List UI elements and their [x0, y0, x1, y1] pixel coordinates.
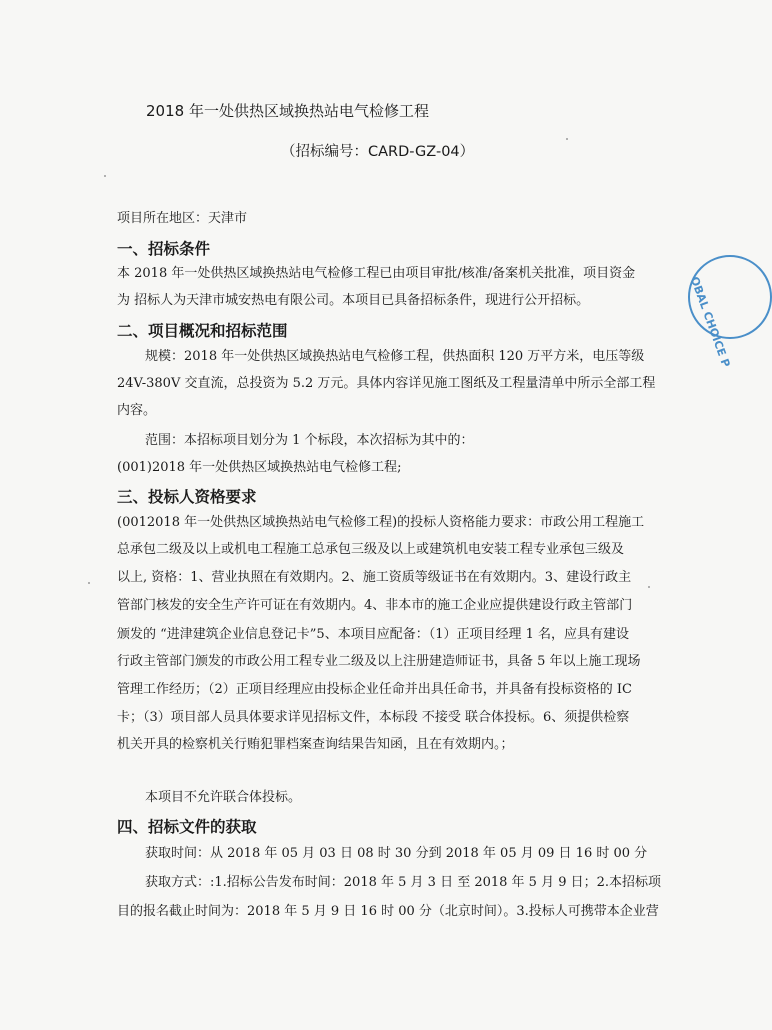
- stamp-text: OBAL CHOICE P: [687, 275, 733, 369]
- paragraph-line: (001)2018 年一处供热区域换热站电气检修工程;: [117, 460, 402, 475]
- paragraph-line: 本项目不允许联合体投标。: [145, 790, 302, 805]
- paragraph-line: 以上, 资格：1、营业执照在有效期内。2、施工资质等级证书在有效期内。3、建设行政主: [117, 570, 632, 585]
- paragraph-line: 获取方式：:1.招标公告发布时间：2018 年 5 月 3 日 至 2018 年 5 月 9 日；2.本招标项: [145, 875, 662, 890]
- paragraph-line: 行政主管部门颁发的市政公用工程专业二级及以上注册建造师证书，具备 5 年以上施工现场: [117, 654, 641, 669]
- paragraph-line: 本 2018 年一处供热区域换热站电气检修工程已由项目审批/核准/备案机关批准，项目资金: [117, 266, 636, 281]
- paragraph-line: 范围：本招标项目划分为 1 个标段，本次招标为其中的：: [145, 433, 474, 448]
- paragraph-line: 总承包二级及以上或机电工程施工总承包三级及以上或建筑机电安装工程专业承包三级及: [117, 542, 625, 557]
- section-heading-project-overview: 二、项目概况和招标范围: [117, 322, 288, 340]
- scan-speck: [88, 582, 90, 584]
- paragraph-line: (0012018 年一处供热区域换热站电气检修工程)的投标人资格能力要求：市政公用工程施工: [117, 515, 645, 530]
- paragraph-line: 内容。: [117, 403, 157, 418]
- scan-speck: [648, 586, 650, 588]
- tender-number: （招标编号：CARD-GZ-04）: [281, 144, 475, 160]
- paragraph-line: 规模：2018 年一处供热区域换热站电气检修工程，供热面积 120 万平方米，电压等级: [145, 349, 645, 364]
- paragraph-line: 颁发的 “进津建筑企业信息登记卡”5、本项目应配备：（1）正项目经理 1 名，应具有建设: [117, 627, 630, 642]
- section-heading-tender-conditions: 一、招标条件: [117, 240, 211, 258]
- paragraph-line: 目的报名截止时间为：2018 年 5 月 9 日 16 时 00 分（北京时间）。3.投标人可携带本企业营: [117, 904, 659, 919]
- paragraph-line: 管理工作经历；（2）正项目经理应由投标企业任命并出具任命书，并具备有投标资格的 IC: [117, 682, 632, 697]
- document-title: 2018 年一处供热区域换热站电气检修工程: [146, 102, 429, 120]
- paragraph-line: 24V-380V 交直流，总投资为 5.2 万元。具体内容详见施工图纸及工程量清单中所示全部工程: [117, 376, 656, 391]
- scan-speck: [566, 138, 568, 140]
- paragraph-line: 为 招标人为天津市城安热电有限公司。本项目已具备招标条件，现进行公开招标。: [117, 293, 590, 308]
- section-heading-bidder-qualification: 三、投标人资格要求: [117, 488, 257, 506]
- paragraph-line: 管部门核发的安全生产许可证在有效期内。4、非本市的施工企业应提供建设行政主管部门: [117, 598, 633, 613]
- paragraph-line: 机关开具的检察机关行贿犯罪档案查询结果告知函，且在有效期内。；: [117, 737, 514, 752]
- scan-speck: [104, 175, 106, 177]
- paragraph-line: 卡；（3）项目部人员具体要求详见招标文件，本标段 不接受 联合体投标。6、须提供检察: [117, 710, 630, 725]
- section-heading-obtain-documents: 四、招标文件的获取: [117, 818, 257, 836]
- paragraph-line: 获取时间：从 2018 年 05 月 03 日 08 时 30 分到 2018 年 05 月 09 日 16 时 00 分: [145, 846, 648, 861]
- project-location: 项目所在地区：天津市: [117, 211, 248, 226]
